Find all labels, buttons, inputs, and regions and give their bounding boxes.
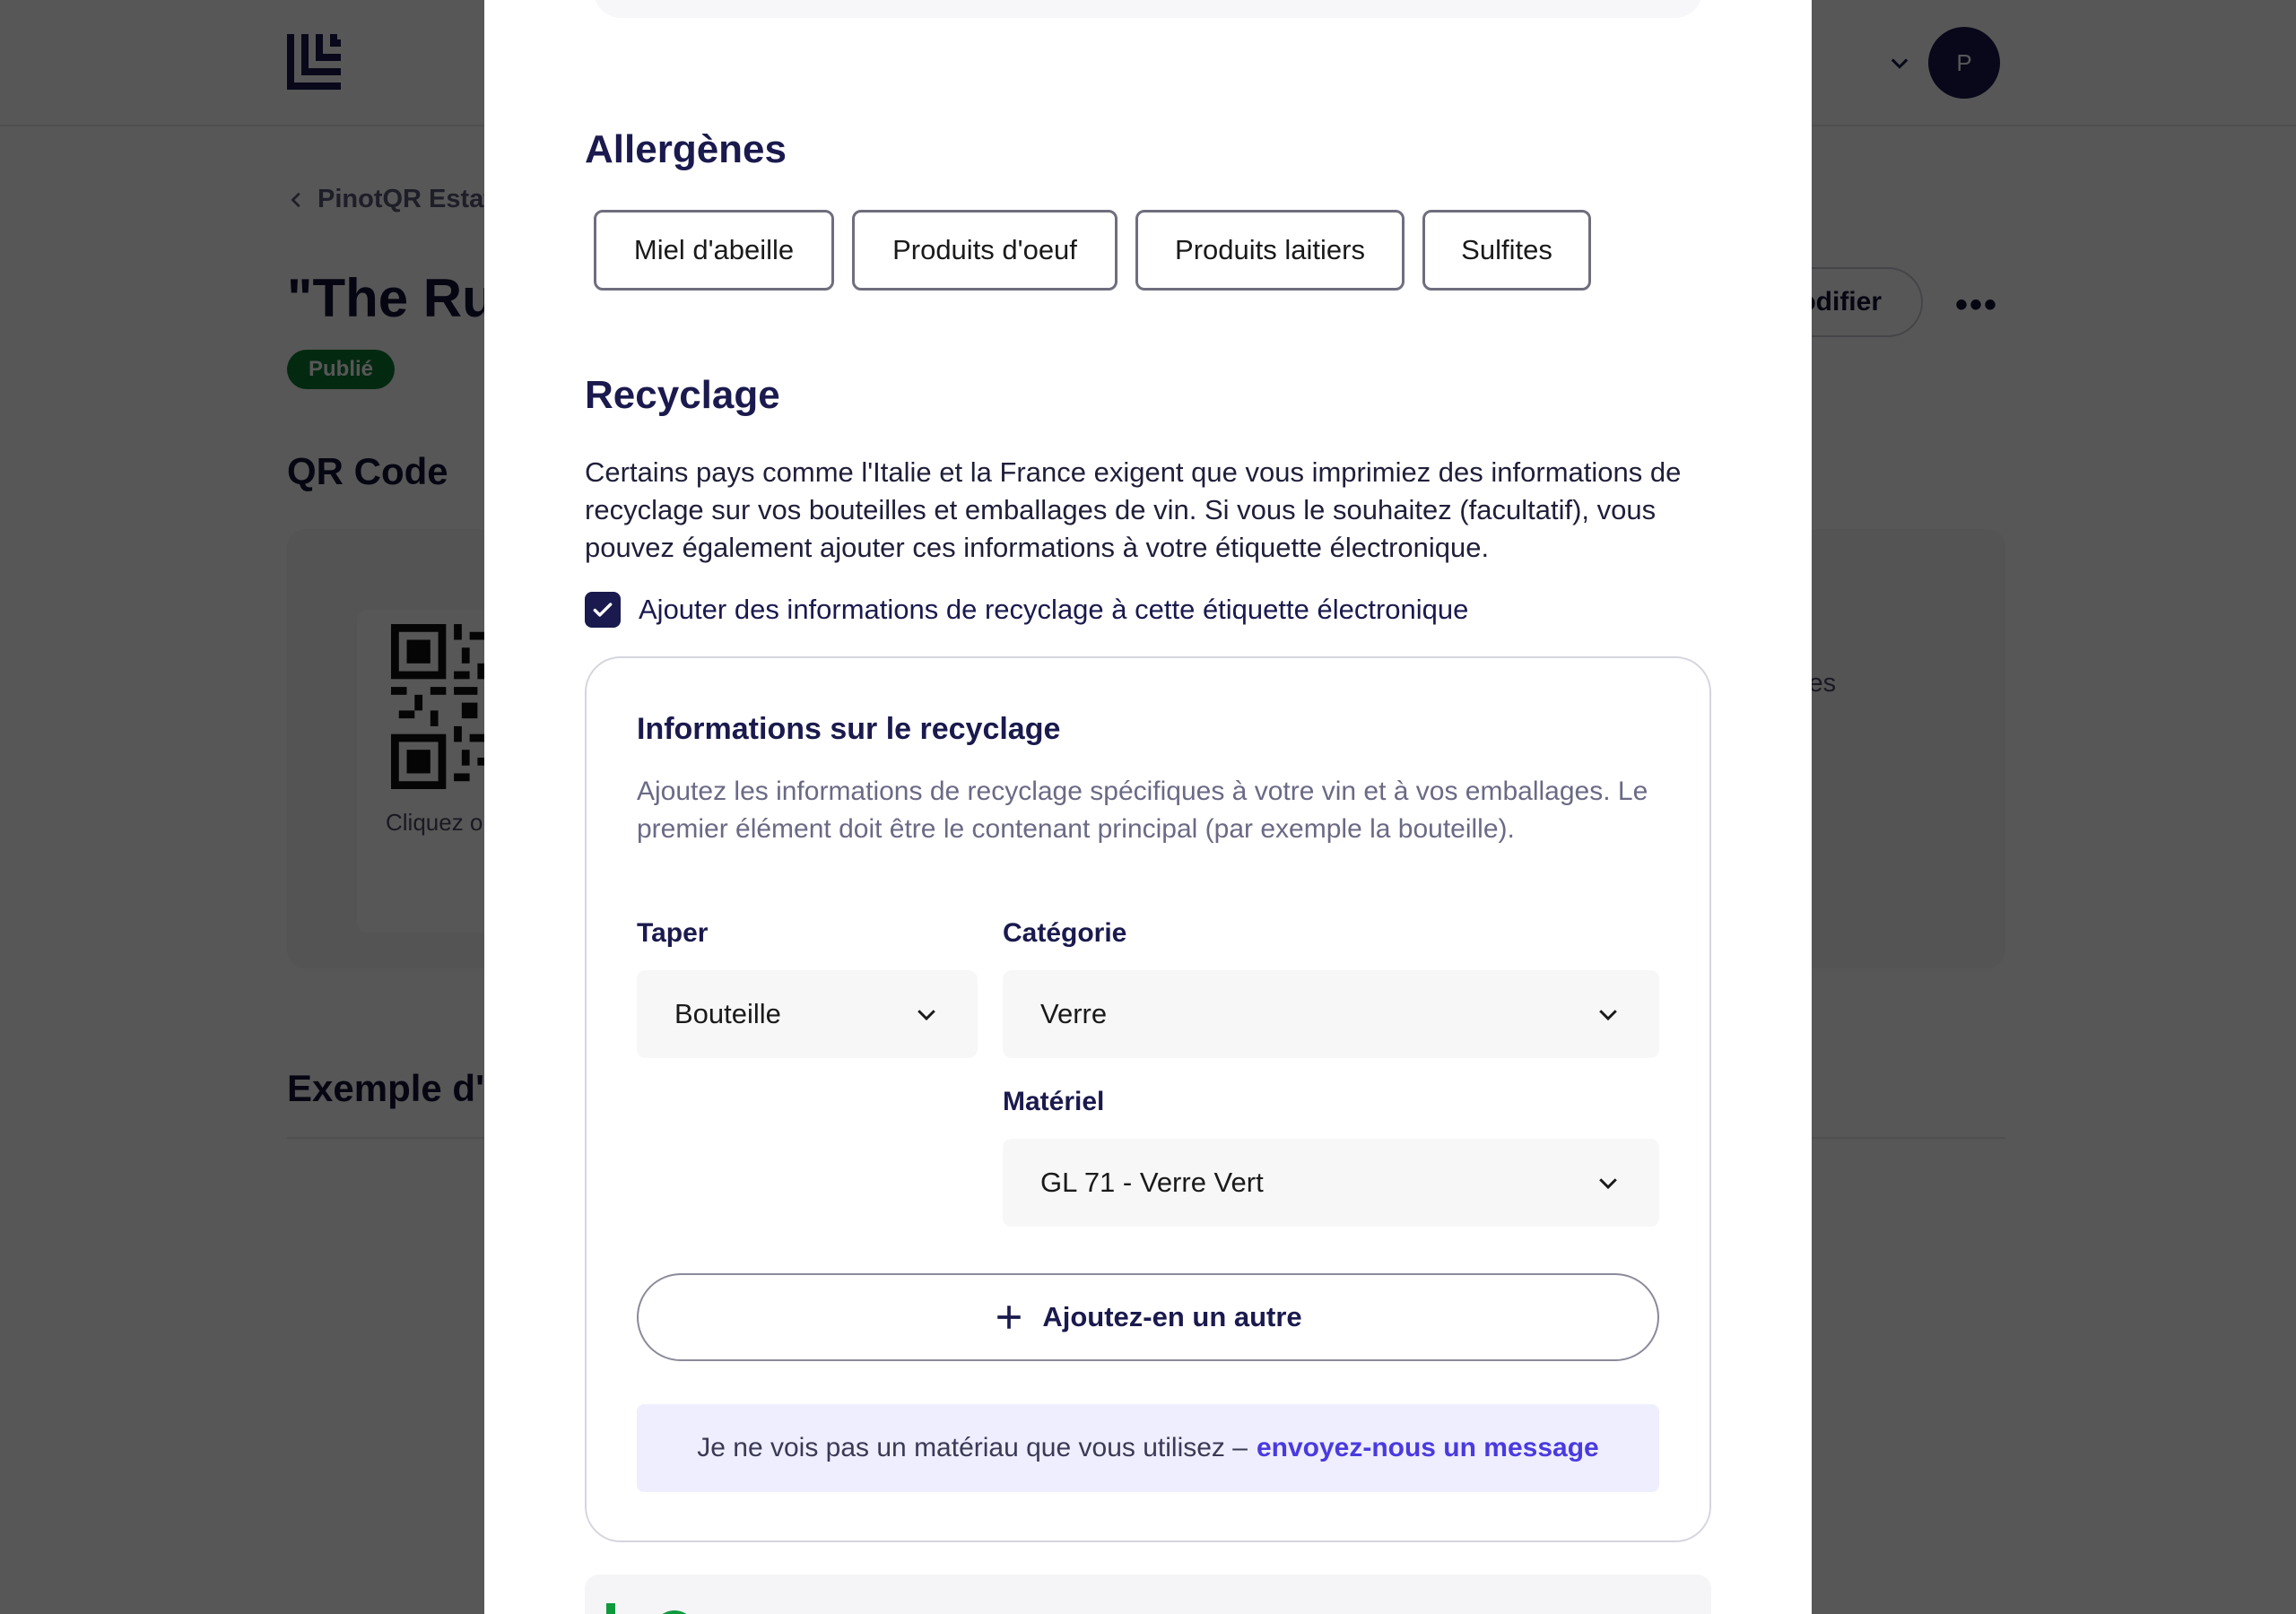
next-section-edge bbox=[585, 1575, 1711, 1614]
material-select[interactable] bbox=[1003, 1139, 1659, 1227]
brand-mark-icon bbox=[606, 1596, 696, 1614]
missing-material-note bbox=[637, 1404, 1659, 1492]
contact-link[interactable]: envoyez-nous un message bbox=[1256, 1433, 1599, 1462]
recycling-heading: Recyclage bbox=[585, 373, 780, 417]
allergen-chip-sulfites[interactable]: Sulfites bbox=[1422, 210, 1591, 291]
plus-icon bbox=[994, 1302, 1024, 1332]
chevron-down-icon bbox=[913, 1001, 940, 1028]
allergens-heading: Allergènes bbox=[585, 127, 787, 171]
chevron-down-icon bbox=[1595, 1001, 1622, 1028]
recycling-info-card bbox=[585, 656, 1711, 1542]
allergen-chip-honey[interactable]: Miel d'abeille bbox=[594, 210, 834, 291]
recycling-checkbox[interactable] bbox=[585, 592, 621, 628]
modal-dialog bbox=[484, 0, 1812, 1614]
category-label: Catégorie bbox=[1003, 918, 1127, 948]
category-select[interactable] bbox=[1003, 970, 1659, 1058]
category-select-value: Verre bbox=[1040, 998, 1108, 1029]
previous-section-edge bbox=[594, 0, 1702, 18]
material-label: Matériel bbox=[1003, 1087, 1105, 1116]
check-icon bbox=[591, 598, 614, 621]
material-select-value: GL 71 - Verre Vert bbox=[1040, 1167, 1264, 1198]
chevron-down-icon bbox=[1595, 1169, 1622, 1196]
type-select[interactable] bbox=[637, 970, 978, 1058]
allergen-chip-dairy[interactable]: Produits laitiers bbox=[1135, 210, 1405, 291]
allergen-chip-egg[interactable]: Produits d'oeuf bbox=[852, 210, 1118, 291]
recycling-checkbox-row[interactable] bbox=[585, 592, 1468, 628]
recycling-card-description: Ajoutez les informations de recyclage spécifiques à votre vin et à vos emballages. Le premier élément doit être le contenant principal (par exemple la bouteille). bbox=[637, 777, 1648, 844]
type-label: Taper bbox=[637, 918, 709, 948]
allergen-list bbox=[594, 210, 1591, 291]
add-another-label: Ajoutez-en un autre bbox=[1042, 1301, 1302, 1332]
recycling-card-title: Informations sur le recyclage bbox=[637, 712, 1061, 746]
recycling-description: Certains pays comme l'Italie et la France exigent que vous imprimiez des informations de recyclage sur vos bouteilles et emballages de vin. Si vous le souhaitez (facultatif), vous pouvez également ajouter ces informations à votre étiquette électronique. bbox=[585, 456, 1682, 563]
recycling-checkbox-label[interactable]: Ajouter des informations de recyclage à cette étiquette électronique bbox=[639, 594, 1469, 625]
type-select-value: Bouteille bbox=[674, 998, 781, 1029]
add-another-button[interactable] bbox=[637, 1273, 1659, 1361]
note-text: Je ne vois pas un matériau que vous utilisez – bbox=[697, 1433, 1248, 1462]
